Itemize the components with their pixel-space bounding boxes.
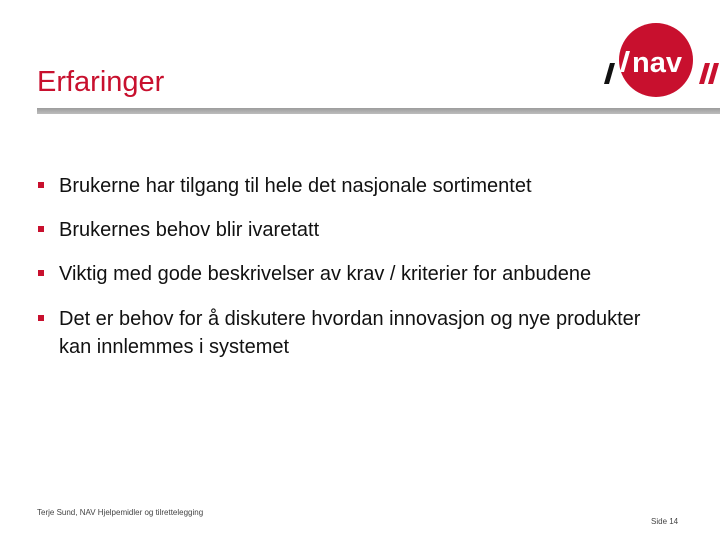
bullet-item (36, 216, 676, 244)
footer-author: Terje Sund, NAV Hjelpemidler og tilrettelegging (37, 508, 204, 517)
bullet-marker-icon (38, 270, 44, 276)
logo-slash-left (604, 63, 615, 84)
bullet-marker-icon (38, 226, 44, 232)
logo-text: nav (632, 47, 682, 79)
bullet-text: Brukerne har tilgang til hele det nasjonale sortimentet (59, 175, 532, 197)
footer-page-number: Side 14 (651, 517, 679, 526)
bullet-item (36, 305, 676, 361)
slide-title: Erfaringer (37, 66, 165, 98)
title-divider (37, 108, 720, 114)
bullet-marker-icon (38, 182, 44, 188)
bullet-text: Viktig med gode beskrivelser av krav / kriterier for anbudene (59, 263, 592, 285)
nav-logo (596, 18, 720, 100)
bullet-item (36, 172, 676, 200)
bullet-marker-icon (38, 315, 44, 321)
bullet-list (36, 172, 676, 361)
logo-slash-right-1 (699, 63, 710, 84)
bullet-text: Brukernes behov blir ivaretatt (59, 219, 320, 241)
bullet-item (36, 260, 676, 288)
logo-slash-right-2 (708, 63, 719, 84)
bullet-text: Det er behov for å diskutere hvordan innovasjon og nye produkter kan innlemmes i systemet (59, 308, 641, 358)
